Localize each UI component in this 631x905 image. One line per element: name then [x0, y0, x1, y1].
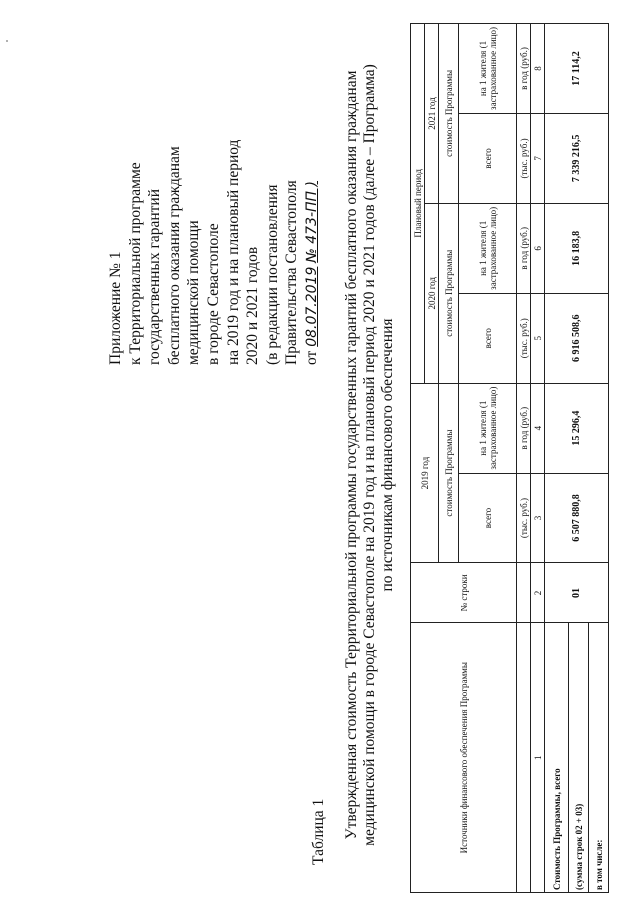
- header-cost-2020: стоимость Программы: [439, 203, 459, 383]
- value-2019-per: 15 296,4: [545, 383, 609, 473]
- header-total-2019: всего: [459, 473, 517, 563]
- appendix-date-line: [302, 35, 323, 365]
- value-2020-total: 6 916 508,6: [545, 293, 609, 383]
- title-line: по источникам финансового обеспечения: [379, 318, 396, 592]
- appendix-line: на 2019 год и на плановый период: [224, 139, 242, 365]
- unit-per-2020: в год (руб.): [517, 203, 531, 293]
- unit-empty-1: [517, 623, 531, 893]
- appendix-line: медицинской помощи: [185, 220, 203, 365]
- col-number: 8: [531, 24, 545, 114]
- col-number: 6: [531, 203, 545, 293]
- appendix-line: Правительства Севастополя: [283, 180, 301, 365]
- header-row-no: № строки: [411, 563, 517, 623]
- appendix-line: в городе Севастополе: [204, 223, 222, 365]
- appendix-line: к Территориальной программе: [126, 162, 144, 365]
- handwritten-number: № 473-ПП ): [303, 180, 320, 263]
- header-cost-2021: стоимость Программы: [439, 24, 459, 204]
- col-number: 7: [531, 113, 545, 203]
- handwritten-date: 08.07.2019: [303, 266, 320, 347]
- appendix-line: Приложение № 1: [107, 251, 124, 365]
- col-number: 4: [531, 383, 545, 473]
- unit-total-2021: (тыс. руб.): [517, 113, 531, 203]
- row-including: в том числе:: [589, 623, 609, 893]
- header-per-2021: на 1 жителя (1 застрахованное лицо): [459, 24, 517, 114]
- header-total-2021: всего: [459, 113, 517, 203]
- header-total-2020: всего: [459, 293, 517, 383]
- value-2019-total: 6 507 880,8: [545, 473, 609, 563]
- header-2019: 2019 год: [411, 383, 439, 563]
- appendix-line: государственных гарантий: [146, 189, 164, 365]
- row-label: Стоимость Программы, всего: [545, 623, 569, 893]
- from-prefix: от: [302, 350, 320, 365]
- title-line: Утвержденная стоимость Территориальной программы государственных гарантий бесплатного оказания гражданам: [343, 70, 360, 840]
- title-line: медицинской помощи в городе Севастополе на 2019 год и на плановый период 2020 и 2021 годов (далее – Программа): [361, 64, 378, 846]
- header-2020: 2020 год: [425, 203, 439, 383]
- header-cost-2019: стоимость Программы: [439, 383, 459, 563]
- header-per-2019: на 1 жителя (1 застрахованное лицо): [459, 383, 517, 473]
- unit-per-2021: в год (руб.): [517, 24, 531, 114]
- col-number: 5: [531, 293, 545, 383]
- row-number: 01: [545, 563, 609, 623]
- unit-total-2020: (тыс. руб.): [517, 293, 531, 383]
- header-source: Источники финансового обеспечения Программы: [411, 623, 517, 893]
- col-number: 2: [531, 563, 545, 623]
- value-2020-per: 16 183,8: [545, 203, 609, 293]
- value-2021-total: 7 339 216,5: [545, 113, 609, 203]
- appendix-line: 2020 и 2021 годов: [244, 246, 262, 365]
- unit-per-2019: в год (руб.): [517, 383, 531, 473]
- unit-empty-2: [517, 563, 531, 623]
- appendix-line: (в редакции постановления: [263, 184, 281, 365]
- value-2021-per: 17 114,2: [545, 24, 609, 114]
- table-row: [545, 24, 569, 893]
- col-number: 1: [531, 623, 545, 893]
- header-planned: Плановый период: [411, 24, 425, 384]
- appendix-block: [106, 35, 323, 365]
- financing-table: [410, 23, 609, 893]
- unit-total-2019: (тыс. руб.): [517, 473, 531, 563]
- table-label: Таблица 1: [310, 798, 327, 865]
- row-sublabel: (сумма строк 02 + 03): [569, 623, 589, 893]
- header-per-2020: на 1 жителя (1 застрахованное лицо): [459, 203, 517, 293]
- col-number: 3: [531, 473, 545, 563]
- document-title: [343, 35, 397, 875]
- appendix-line: бесплатного оказания гражданам: [165, 146, 183, 365]
- header-2021: 2021 год: [425, 24, 439, 204]
